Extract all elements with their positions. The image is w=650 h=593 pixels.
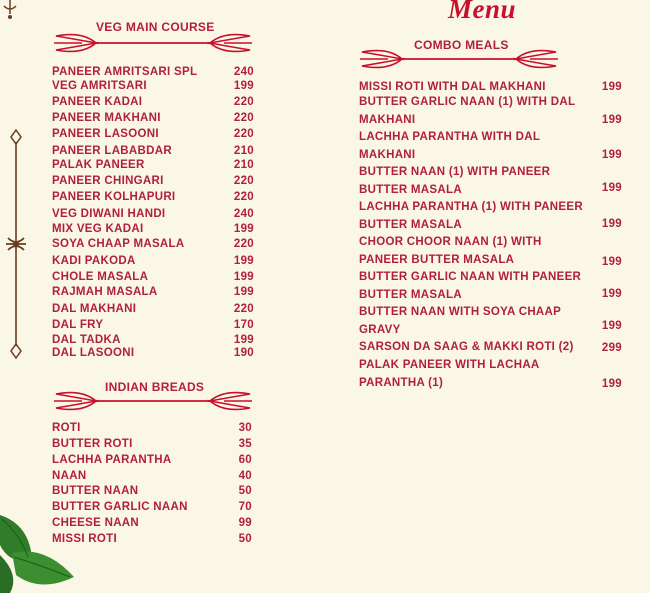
menu-item-name: PANEER CHINGARI <box>52 175 164 187</box>
menu-item-price: 199 <box>233 334 254 346</box>
combo-item-price: 199 <box>601 149 622 161</box>
menu-item-name: PANEER MAKHANI <box>52 112 161 124</box>
veg-main-course-heading: VEG MAIN COURSE <box>96 20 215 34</box>
menu-item-price: 40 <box>238 470 252 482</box>
menu-item-name: NAAN <box>52 470 87 482</box>
menu-item-name: RAJMAH MASALA <box>52 286 158 298</box>
menu-item-price: 240 <box>233 66 254 78</box>
combo-item-price: 199 <box>601 218 622 230</box>
menu-item-name: SOYA CHAAP MASALA <box>52 238 185 250</box>
combo-item-line: PARANTHA (1) <box>359 376 444 389</box>
menu-item-name: DAL FRY <box>52 319 104 331</box>
menu-item-price: 50 <box>238 485 252 497</box>
combo-item-price: 299 <box>601 342 622 354</box>
menu-item-price: 220 <box>233 238 254 250</box>
menu-item-price: 220 <box>233 96 254 108</box>
menu-item-price: 30 <box>238 422 252 434</box>
menu-item-name: DAL TADKA <box>52 334 121 346</box>
menu-item-name: VEG AMRITSARI <box>52 80 147 92</box>
menu-item-name: BUTTER GARLIC NAAN <box>52 501 188 513</box>
combo-item-price: 199 <box>601 320 622 332</box>
combo-item-line: GRAVY <box>359 323 401 336</box>
combo-item-line: BUTTER NAAN WITH SOYA CHAAP <box>359 306 562 318</box>
menu-item-price: 220 <box>233 303 254 315</box>
menu-item-name: BUTTER ROTI <box>52 438 133 450</box>
combo-item-line: CHOOR CHOOR NAAN (1) WITH <box>359 236 542 248</box>
menu-item-price: 220 <box>233 112 254 124</box>
menu-item-name: MIX VEG KADAI <box>52 223 144 235</box>
menu-item-name: MISSI ROTI <box>52 533 117 545</box>
menu-item-price: 99 <box>238 517 252 529</box>
menu-item-price: 35 <box>238 438 252 450</box>
top-ornament-icon <box>0 0 24 24</box>
menu-item-price: 60 <box>238 454 252 466</box>
combo-item-price: 199 <box>601 288 622 300</box>
menu-item-price: 240 <box>233 208 254 220</box>
menu-item-price: 210 <box>233 145 254 157</box>
combo-item-line: BUTTER MASALA <box>359 218 462 231</box>
menu-item-price: 210 <box>233 159 254 171</box>
menu-item-price: 199 <box>233 80 254 92</box>
menu-item-name: DAL MAKHANI <box>52 303 137 315</box>
menu-item-price: 199 <box>233 223 254 235</box>
menu-item-name: BUTTER NAAN <box>52 485 139 497</box>
menu-item-name: CHEESE NAAN <box>52 517 140 529</box>
menu-item-name: PANEER AMRITSARI SPL <box>52 66 198 78</box>
combo-item-line: BUTTER GARLIC NAAN (1) WITH DAL <box>359 96 576 108</box>
menu-item-price: 220 <box>233 128 254 140</box>
combo-item-line: BUTTER MASALA <box>359 183 462 196</box>
combo-item-line: PANEER BUTTER MASALA <box>359 253 515 266</box>
combo-item-line: MAKHANI <box>359 148 416 161</box>
combo-item-price: 199 <box>601 114 622 126</box>
combo-item-price: 199 <box>601 182 622 194</box>
menu-item-price: 199 <box>233 271 254 283</box>
combo-item-price: 199 <box>601 378 622 390</box>
menu-item-name: VEG DIWANI HANDI <box>52 208 166 220</box>
menu-item-name: ROTI <box>52 422 81 434</box>
menu-item-name: CHOLE MASALA <box>52 271 149 283</box>
indian-breads-heading: INDIAN BREADS <box>105 380 205 394</box>
menu-item-price: 190 <box>233 347 254 359</box>
menu-item-price: 70 <box>238 501 252 513</box>
menu-item-name: PALAK PANEER <box>52 159 145 171</box>
combo-item-line: LACHHA PARANTHA WITH DAL <box>359 131 541 143</box>
menu-item-name: LACHHA PARANTHA <box>52 454 172 466</box>
combo-item-line: MISSI ROTI WITH DAL MAKHANI <box>359 81 546 93</box>
menu-item-name: PANEER LASOONI <box>52 128 159 140</box>
combo-item-price: 199 <box>601 81 622 93</box>
menu-item-name: PANEER KADAI <box>52 96 143 108</box>
menu-item-price: 170 <box>233 319 254 331</box>
heading-divider-icon <box>52 384 254 418</box>
menu-item-name: KADI PAKODA <box>52 255 136 267</box>
menu-item-price: 220 <box>233 175 254 187</box>
combo-meals-heading: COMBO MEALS <box>414 38 509 52</box>
menu-title: Menu <box>448 0 517 24</box>
menu-item-price: 50 <box>238 533 252 545</box>
menu-item-name: PANEER KOLHAPURI <box>52 191 176 203</box>
combo-item-line: PALAK PANEER WITH LACHAA <box>359 359 540 371</box>
combo-item-line: BUTTER NAAN (1) WITH PANEER <box>359 166 551 178</box>
menu-item-price: 220 <box>233 191 254 203</box>
heading-divider-icon <box>358 42 560 76</box>
menu-item-name: DAL LASOONI <box>52 347 135 359</box>
combo-item-line: LACHHA PARANTHA (1) WITH PANEER <box>359 201 583 213</box>
menu-item-price: 199 <box>233 286 254 298</box>
combo-item-line: SARSON DA SAAG & MAKKI ROTI (2) <box>359 341 574 353</box>
combo-item-price: 199 <box>601 256 622 268</box>
combo-item-line: MAKHANI <box>359 113 416 126</box>
combo-item-line: BUTTER GARLIC NAAN WITH PANEER <box>359 271 582 283</box>
vertical-ornament-icon <box>4 128 30 360</box>
heading-divider-icon <box>52 26 254 60</box>
menu-item-name: PANEER LABABDAR <box>52 145 172 157</box>
menu-item-price: 199 <box>233 255 254 267</box>
combo-item-line: BUTTER MASALA <box>359 288 462 301</box>
